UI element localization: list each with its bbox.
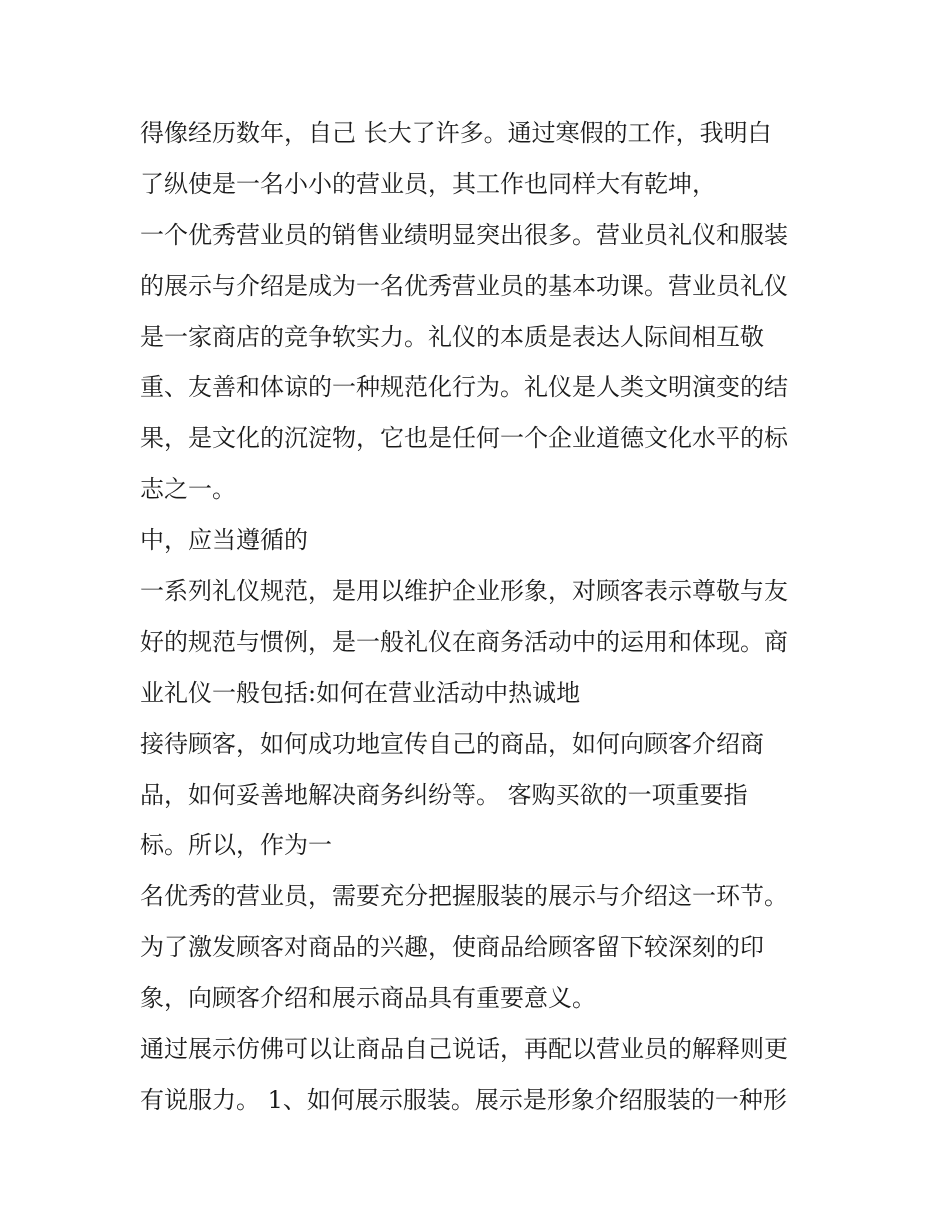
text-line: 一个优秀营业员的销售业绩明显突出很多。营业员礼仪和服装 bbox=[140, 220, 788, 249]
text-line: 果，是文化的沉淀物，它也是任何一个企业道德文化水平的标 bbox=[140, 424, 788, 453]
text-line: 有说服力。 1、如何展示服装。展示是形象介绍服装的一种形 bbox=[140, 1085, 787, 1114]
text-line: 的展示与介绍是成为一名优秀营业员的基本功课。营业员礼仪 bbox=[140, 271, 788, 300]
text-line: 好的规范与惯例，是一般礼仪在商务活动中的运用和体现。商 bbox=[140, 627, 788, 656]
text-line: 接待顾客，如何成功地宣传自己的商品，如何向顾客介绍商 bbox=[140, 729, 764, 758]
text-line: 品，如何妥善地解决商务纠纷等。 客购买欲的一项重要指 bbox=[140, 780, 748, 809]
text-line: 一系列礼仪规范，是用以维护企业形象，对顾客表示尊敬与友 bbox=[140, 577, 788, 606]
text-line: 是一家商店的竞争软实力。礼仪的本质是表达人际间相互敬 bbox=[140, 322, 764, 351]
text-line: 通过展示仿佛可以让商品自己说话，再配以营业员的解释则更 bbox=[140, 1035, 788, 1064]
text-line: 象，向顾客介绍和展示商品具有重要意义。 bbox=[140, 984, 596, 1013]
text-line: 重、友善和体谅的一种规范化行为。礼仪是人类文明演变的结 bbox=[140, 373, 788, 402]
text-line: 志之一。 bbox=[140, 475, 236, 504]
text-line: 为了激发顾客对商品的兴趣，使商品给顾客留下较深刻的印 bbox=[140, 933, 764, 962]
text-line: 业礼仪一般包括:如何在营业活动中热诚地 bbox=[140, 678, 581, 707]
text-line: 中，应当遵循的 bbox=[140, 526, 308, 555]
body-text bbox=[140, 108, 830, 1126]
text-line: 名优秀的营业员，需要充分把握服装的展示与介绍这一环节。 bbox=[140, 882, 788, 911]
text-line: 了纵使是一名小小的营业员，其工作也同样大有乾坤， bbox=[140, 169, 716, 198]
text-line: 标。所以，作为一 bbox=[140, 831, 332, 860]
text-line: 得像经历数年，自己 长大了许多。通过寒假的工作，我明白 bbox=[140, 119, 772, 147]
